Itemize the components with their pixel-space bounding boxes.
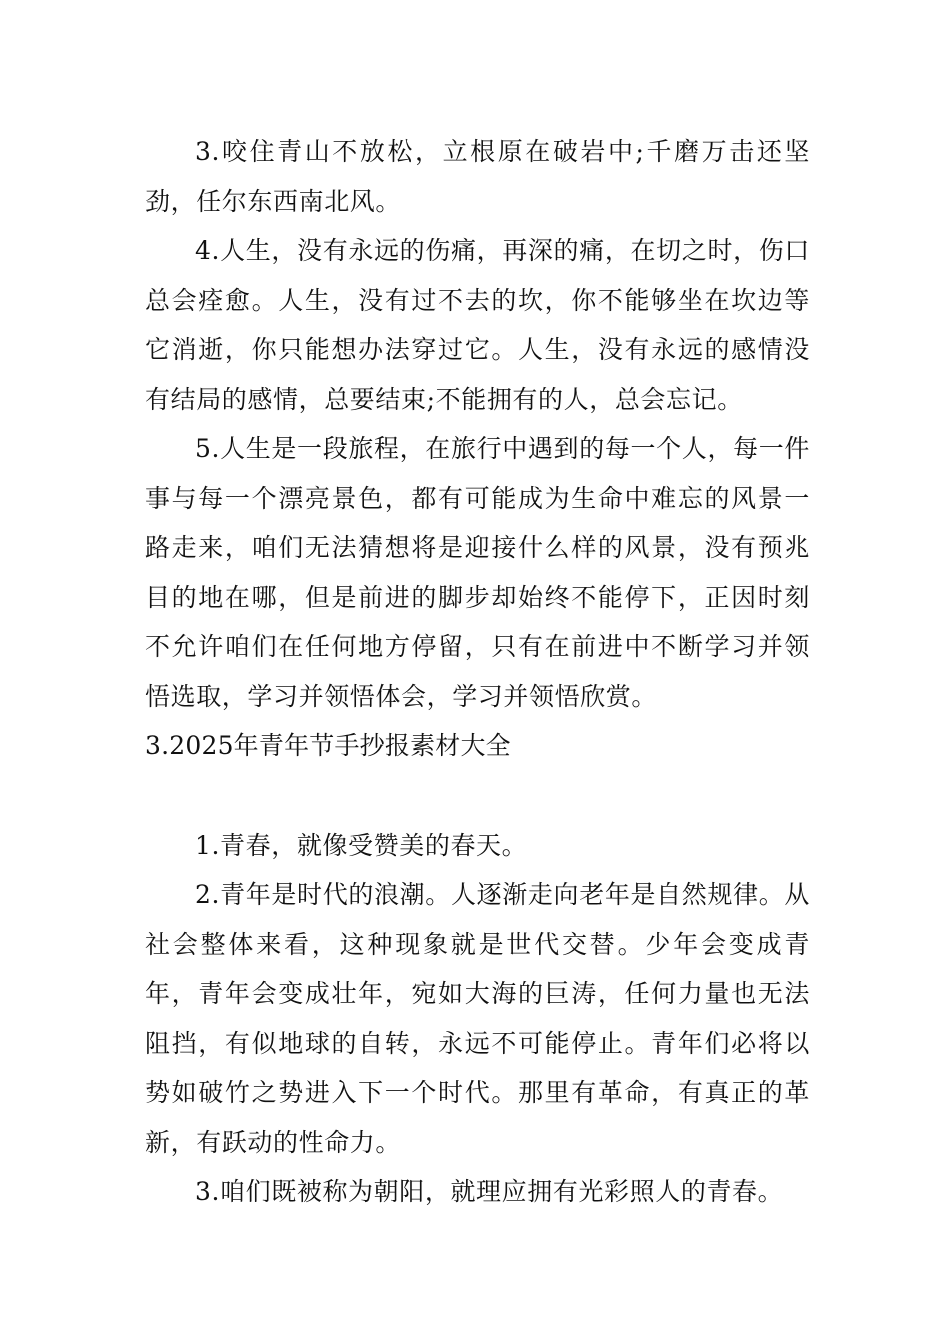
paragraph-quote-5: 5.人生是一段旅程，在旅行中遇到的每一个人，每一件事与每一个漂亮景色，都有可能成为生命中难忘的风景一路走来，咱们无法猜想将是迎接什么样的风景，没有预兆目的地在哪，但是前进的脚步却始终不能停下，正因时刻不允许咱们在任何地方停留，只有在前进中不断学习并领悟选取，学习并领悟体会，学习并领悟欣赏。 xyxy=(145,434,810,711)
paragraph-quote-3: 3.咬住青山不放松，立根原在破岩中;千磨万击还坚劲，任尔东西南北风。 xyxy=(145,137,810,216)
paragraph-youth-2: 2.青年是时代的浪潮。人逐渐走向老年是自然规律。从社会整体来看，这种现象就是世代交替。少年会变成青年，青年会变成壮年，宛如大海的巨涛，任何力量也无法阻挡，有似地球的自转，永远不可能停止。青年们必将以势如破竹之势进入下一个时代。那里有革命，有真正的革新，有跃动的性命力。 xyxy=(145,880,810,1157)
paragraph-quote-4: 4.人生，没有永远的伤痛，再深的痛，在切之时，伤口总会痊愈。人生，没有过不去的坎，你不能够坐在坎边等它消逝，你只能想办法穿过它。人生，没有永远的感情没有结局的感情，总要结束;不能拥有的人，总会忘记。 xyxy=(145,236,810,414)
document-body xyxy=(145,127,810,1217)
paragraph-youth-1: 1.青春，就像受赞美的春天。 xyxy=(195,830,528,860)
section-heading: 3.2025年青年节手抄报素材大全 xyxy=(145,731,511,760)
paragraph-youth-3: 3.咱们既被称为朝阳，就理应拥有光彩照人的青春。 xyxy=(195,1177,784,1206)
section-spacer xyxy=(145,771,810,821)
